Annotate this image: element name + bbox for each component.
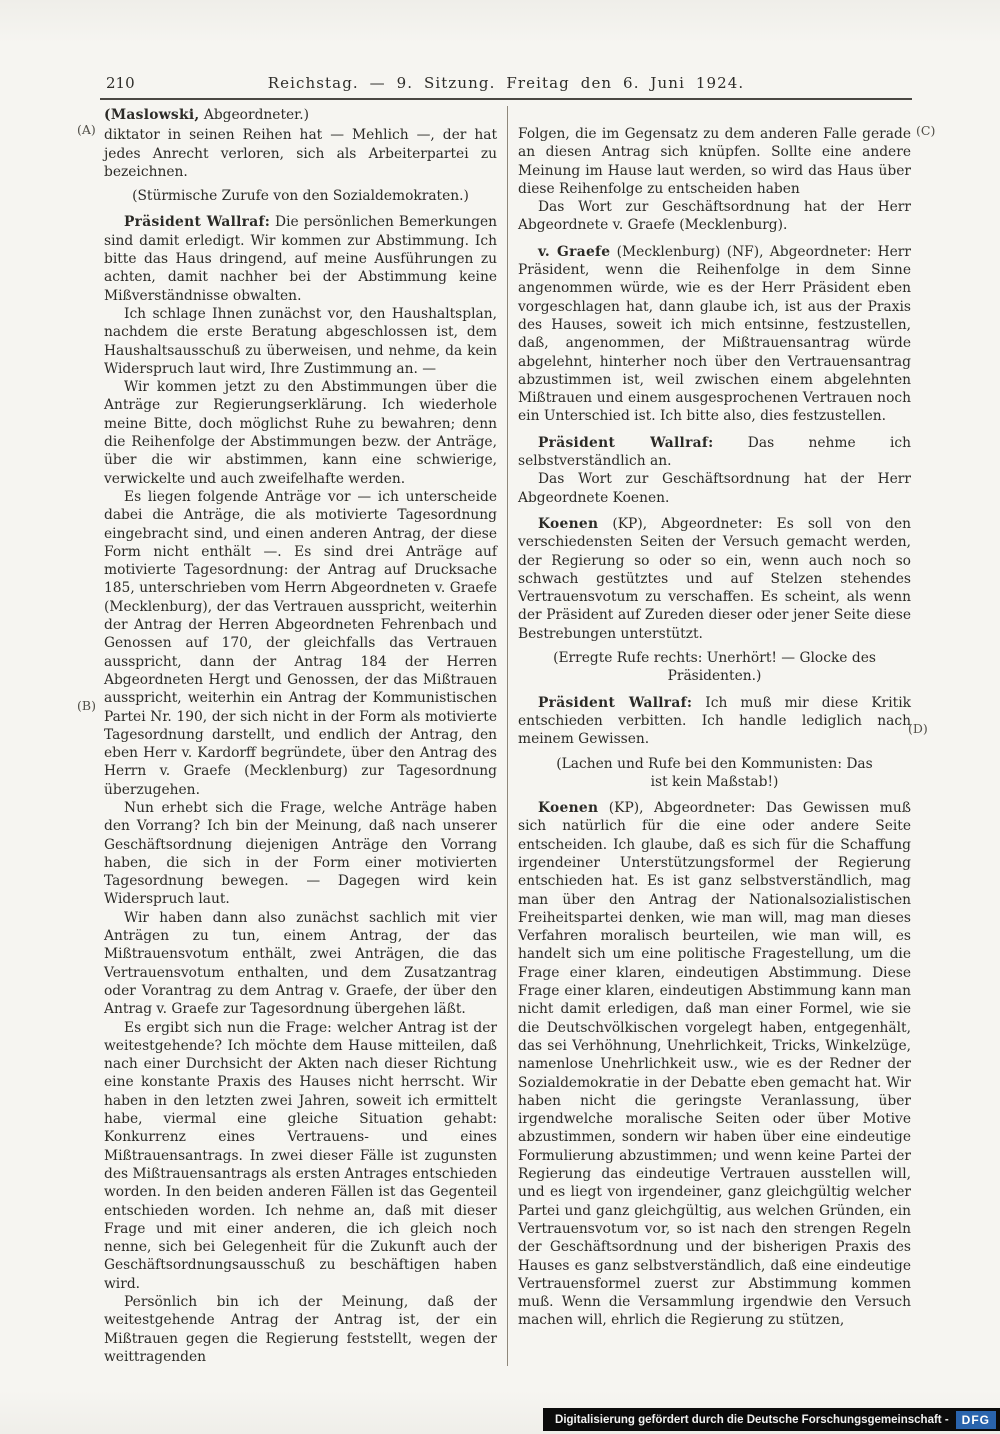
text-paragraph: Das Wort zur Geschäftsordnung hat der Herr Abgeordnete Koenen. [518, 471, 911, 506]
speech-paragraph: Koenen (KP), Abgeordneter: Das Gewissen muß sich natürlich für die eine oder andere Seite entscheiden. Ich glaube, daß es sich für die Schaffung irgendeiner Unterstützungsformel der Regierung entschieden hat. Es ist ganz selbstverständlich, mag man über den Antrag der Nationalsozialistischen Freiheitspartei denken, wie man will, mag man dieses Verfahren moralisch beurteilen, wie man will, es handelt sich um eine politische Fragestellung, um die Frage einer klaren, eindeutigen Abstimmung. Diese Frage einer klaren, eindeutigen Abstimmung kann man nicht damit erledigen, daß man einer Formel, wie sie die Deutschvölkischen vorgelegt haben, entgegenhält, das sei Verhöhnung, Unehrlichkeit, Tricks, Winkelzüge, namenlose Unehrlichkeit usw., wie es der Redner der Sozialdemokratie in der Debatte eben gemacht hat. Wir haben nicht die geringste Veranlassung, über irgendwelche moralische Seiten oder über Motive abzustimmen, sondern wir haben über eine eindeutige Formulierung abzustimmen; und wenn keine Partei der Regierung das eindeutige Vertrauen ausstellen will, und es liegt von irgendeiner, ganz gleichgültig welcher Partei und ganz gleichgültig, aus welchen Gründen, ein Vertrauensvotum vor, so ist nach den strengen Regeln der Geschäftsordnung und der bisherigen Praxis des Hauses es ganz selbstverständlich, daß eine eindeutige Vertrauensformel zuerst zur Abstimmung kommen muß. Wenn die Versammlung irgendwie den Versuch machen will, ehrlich die Regierung zu stützen, [518, 800, 911, 1329]
speech-paragraph: Koenen (KP), Abgeordneter: Es soll von den verschiedensten Seiten der Versuch gemacht werden, der Regierung so oder so ein, wenn auch noch so schwach gestütztes und auf Stelzen stehendes Vertrauensvotum zu verschaffen. Es scheint, als wenn der Präsident auf Zureden dieser oder jener Seite diese Bestrebungen unterstützt. [518, 515, 911, 642]
page-header [100, 68, 912, 100]
stage-direction: (Stürmische Zurufe von den Sozialdemokraten.) [132, 188, 469, 205]
text-paragraph: Wir haben dann also zunächst sachlich mit vier Anträgen zu tun, einem Antrag, der das Mißtrauensvotum enthält, zwei Anträgen, die das Vertrauensvotum enthalten, und dem Zusatzantrag oder Vorantrag zu dem Antrag v. Graefe, der über den Antrag v. Graefe zur Tagesordnung übergehen läßt. [104, 909, 497, 1018]
page-number: 210 [106, 74, 135, 92]
continuation-note: (Maslowski, Abgeordneter.) [104, 107, 310, 123]
stage-direction: (Lachen und Rufe bei den Kommunisten: Das ist kein Maßstab!) [556, 755, 873, 790]
margin-marker-c: (C) [916, 123, 936, 138]
speech-paragraph: Präsident Wallraf: Das nehme ich selbstverständlich an. [518, 434, 911, 470]
page-title: Reichstag. — 9. Sitzung. Freitag den 6. Juni 1924. [267, 74, 745, 92]
speaker-name: (Maslowski, [104, 107, 200, 123]
left-column [104, 106, 497, 1366]
speaker-name: v. Graefe [538, 243, 611, 260]
text-paragraph: Nun erhebt sich die Frage, welche Anträge haben den Vorrang? Ich bin der Meinung, daß nach unserer Geschäftsordnung diejenigen Anträge den Vorrang haben, die sich in der Form einer motivierten Tagesordnung bewegen. — Dagegen wird kein Widerspruch laut. [104, 799, 497, 908]
margin-marker-d: (D) [908, 721, 928, 736]
speaker-name: Präsident Wallraf: [538, 694, 693, 711]
stage-direction: (Erregte Rufe rechts: Unerhört! — Glocke des Präsidenten.) [553, 650, 876, 685]
text-paragraph: Das Wort zur Geschäftsordnung hat der Herr Abgeordnete v. Graefe (Mecklenburg). [518, 199, 911, 234]
text-columns [104, 106, 912, 1366]
speaker-name: Koenen [538, 515, 599, 532]
text-paragraph: Wir kommen jetzt zu den Abstimmungen über die Anträge zur Regierungserklärung. Ich wiederhole meine Bitte, doch möglichst Ruhe zu bewahren; denn die Reihenfolge der Abstimmungen bezw. der Anträge, über die wir abstimmen, kann eine schwierige, verwickelte und auch zweifelhafte werden. [104, 379, 497, 487]
right-column [518, 106, 911, 1366]
speech-paragraph: Präsident Wallraf: Ich muß mir diese Kritik entschieden verbitten. Ich handle lediglich nach meinem Gewissen. [518, 694, 912, 748]
digitization-credit-text: Digitalisierung gefördert durch die Deutsche Forschungsgemeinschaft - [555, 1413, 949, 1426]
text-paragraph: diktator in seinen Reihen hat — Mehlich —, der hat jedes Anrecht verloren, sich als Arbeiterpartei zu bezeichnen. [104, 127, 497, 180]
text-paragraph: Ich schlage Ihnen zunächst vor, den Haushaltsplan, nachdem die erste Beratung abgeschlossen ist, dem Haushaltsausschuß zu überweisen, und nehme, da kein Widerspruch laut wird, Ihre Zustimmung an. — [104, 305, 497, 377]
text-paragraph: Folgen, die im Gegensatz zu dem anderen Falle gerade an diesen Antrag sich knüpfen. Sollte eine andere Meinung im Hause laut werden, so wird das Haus über diese Reihenfolge zu entscheiden haben [518, 126, 911, 197]
text-paragraph: Es ergibt sich nun die Frage: welcher Antrag ist der weitestgehende? Ich möchte dem Hause mitteilen, daß nach einer Durchsicht der Akten nach dieser Richtung eine konstante Praxis des Hauses nicht herrscht. Wir haben in den letzten zwei Jahren, soweit ich ermittelt habe, viermal eine gleiche Situation gehabt: Konkurrenz eines Vertrauens- und eines Mißtrauensantrags. In zwei dieser Fälle ist zugunsten des Mißtrauensantrags als ersten Antrages entschieden worden. In den beiden anderen Fällen ist das Gegenteil entschieden worden. Ich nehme an, daß mit dieser Frage und mit einer anderen, die ich gleich noch nenne, sich bei Gelegenheit für die Zukunft auch der Geschäftsordnungsausschuß zu beschäftigen haben wird. [104, 1019, 497, 1292]
margin-marker-b: (B) [77, 698, 96, 713]
text-paragraph: Es liegen folgende Anträge vor — ich unterscheide dabei die Anträge, die als motivierte Tagesordnung eingebracht sind, und einen anderen Antrag, der diese Form nicht enthält —. Es sind drei Anträge auf motivierte Tagesordnung: der Antrag auf Drucksache 185, unterschrieben vom Herrn Abgeordneten v. Graefe (Mecklenburg), der das Vertrauen ausspricht, weiterhin der Antrag der Herren Abgeordneten Fehrenbach und Genossen auf 170, der gleichfalls das Vertrauen ausspricht, dann der Antrag 184 der Herren Abgeordneten Hergt und Genossen, der das Mißtrauen ausspricht, weiterhin ein Antrag der Kommunistischen Partei Nr. 190, der sich nicht in der Form als motivierte Tagesordnung darstellt, und endlich der Antrag, den eben Herr v. Kardorff begründete, über den Antrag des Herrn v. Graefe (Mecklenburg) zur Tagesordnung überzugehen. [104, 488, 497, 798]
speech-paragraph: Präsident Wallraf: Die persönlichen Bemerkungen sind damit erledigt. Wir kommen zur Abstimmung. Ich bitte das Haus dringend, auf meine Ausführungen zu achten, damit nachher bei der Abstimmung keine Mißverständnisse obwalten. [104, 214, 498, 304]
speaker-name: Präsident Wallraf: [124, 214, 271, 231]
speaker-name: Koenen [538, 800, 599, 817]
text-paragraph: Persönlich bin ich der Meinung, daß der weitestgehende Antrag der Antrag ist, der ein Mißtrauen gegen die Regierung feststellt, wegen der weittragenden [104, 1294, 497, 1365]
speaker-name: Präsident Wallraf: [538, 434, 714, 451]
dfg-logo: DFG [956, 1411, 996, 1429]
column-divider [507, 106, 508, 1366]
digitization-credit-bar [543, 1408, 1000, 1431]
speech-paragraph: v. Graefe (Mecklenburg) (NF), Abgeordneter: Herr Präsident, wenn die Reihenfolge in dem Sinne angenommen würde, wie es der Herr Präsident eben vorgeschlagen hat, dann glaube ich, ist aus der Praxis des Hauses, soweit ich mich entsinne, festzustellen, daß, angenommen, der Mißtrauensantrag würde abgelehnt, hinterher noch über den Vertrauensantrag abzustimmen ist, weil zwischen einem abgelehnten Mißtrauen und einem ausgesprochenen Vertrauen noch ein Unterschied ist. Ich bitte also, dies festzustellen. [518, 243, 912, 425]
margin-marker-a: (A) [77, 122, 96, 137]
